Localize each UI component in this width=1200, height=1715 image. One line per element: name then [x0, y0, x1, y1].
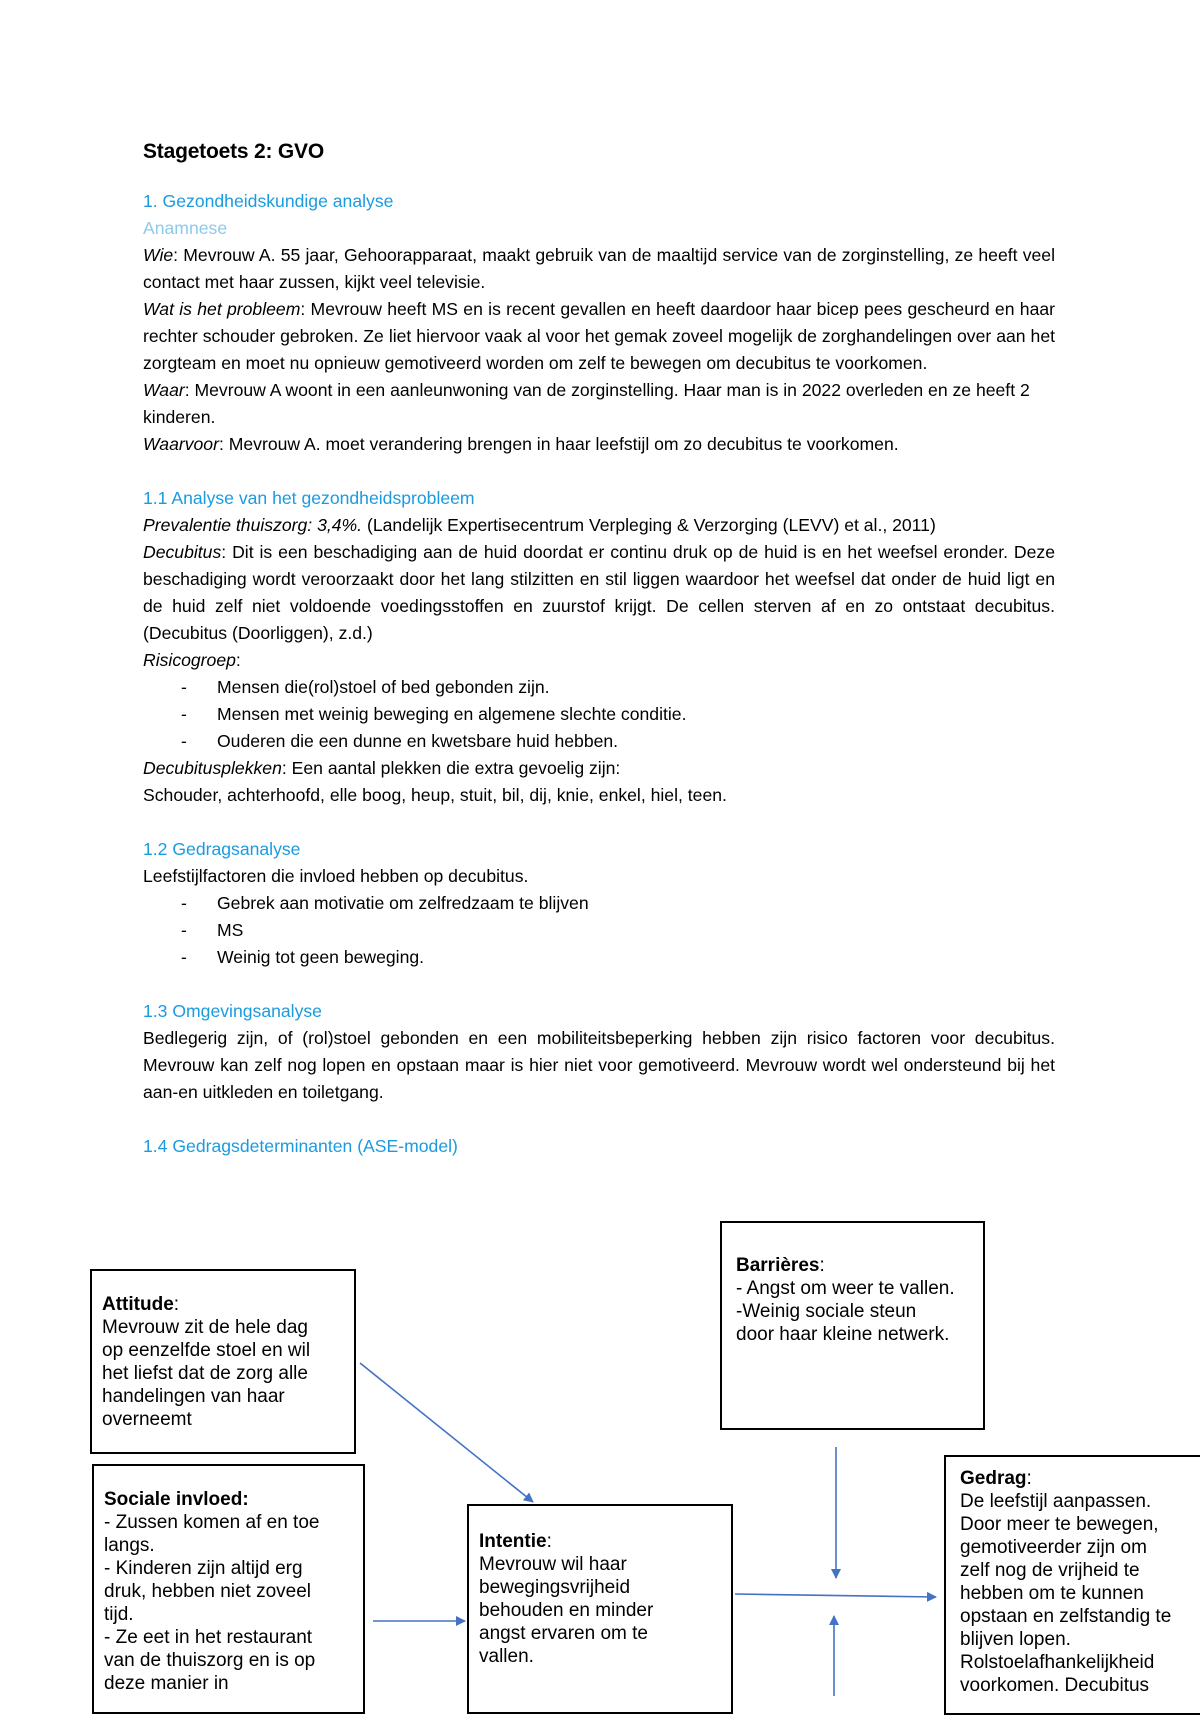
- list-item: - Mensen met weinig beweging en algemene slechte conditie.: [181, 701, 1055, 728]
- attitude-line: handelingen van haar: [102, 1386, 285, 1407]
- gedrag-line: hebben om te kunnen: [960, 1583, 1144, 1604]
- subheading-anamnese: Anamnese: [143, 218, 228, 238]
- risicogroep-colon: :: [235, 650, 241, 670]
- list-item: - MS: [181, 917, 1055, 944]
- section-heading-1-3: 1.3 Omgevingsanalyse: [143, 1001, 322, 1021]
- list-item: - Weinig tot geen beweging.: [181, 944, 1055, 971]
- sociale-line: - Kinderen zijn altijd erg: [104, 1558, 303, 1579]
- text-decubitus: : Dit is een beschadiging aan de huid doordat er continu druk op de huid is en het weefsel eronder. Deze beschadiging wordt veroorzaakt door het lang stilzitten en stil liggen waardoor het weefsel dat onder de huid ligt en de huid zelf niet voldoende voedingsstoffen en zuurstof krijgt. De cellen sterven af en zo ontstaat decubitus. (Decubitus (Doorliggen), z.d.): [143, 542, 1055, 643]
- text-wie: : Mevrouw A. 55 jaar, Gehoorapparaat, maakt gebruik van de maaltijd service van de zorginstelling, ze heeft veel contact met haar zussen, kijkt veel televisie.: [143, 245, 1055, 292]
- label-waarvoor: Waarvoor: [143, 434, 219, 454]
- label-risicogroep: Risicogroep: [143, 650, 236, 670]
- label-wat: Wat is het probleem: [143, 299, 301, 319]
- sociale-line: van de thuiszorg en is op: [104, 1650, 316, 1671]
- sociale-line: langs.: [104, 1535, 155, 1556]
- gedrag-line: Rolstoelafhankelijkheid: [960, 1652, 1155, 1673]
- gedrag-line: voorkomen. Decubitus: [960, 1675, 1150, 1696]
- barrieres-line: door haar kleine netwerk.: [736, 1324, 950, 1345]
- gedrag-title: Gedrag:: [960, 1468, 1032, 1489]
- attitude-line: op eenzelfde stoel en wil: [102, 1340, 311, 1361]
- section-heading-1-4: 1.4 Gedragsdeterminanten (ASE-model): [143, 1136, 458, 1156]
- paragraph-leefstijl: Leefstijlfactoren die invloed hebben op decubitus.: [143, 866, 529, 886]
- gedrag-line: blijven lopen.: [960, 1629, 1071, 1650]
- intentie-line: angst ervaren om te: [479, 1623, 648, 1644]
- intentie-title: Intentie:: [479, 1531, 552, 1552]
- intentie-line: vallen.: [479, 1646, 534, 1667]
- barrieres-line: -Weinig sociale steun: [736, 1301, 917, 1322]
- text-wat: : Mevrouw heeft MS en is recent gevallen en heeft daardoor haar bicep pees gescheurd en haar rechter schouder gebroken. Ze liet hiervoor vaak al voor het gemak zoveel mogelijk de zorghandelingen over aan het zorgteam en moet nu opnieuw gemotiveerd worden om zelf te bewegen om decubitus te voorkomen.: [143, 299, 1056, 373]
- attitude-line: overneemt: [102, 1409, 192, 1430]
- gedrag-line: gemotiveerder zijn om: [960, 1537, 1147, 1558]
- section-heading-1-2: 1.2 Gedragsanalyse: [143, 839, 301, 859]
- barrieres-line: - Angst om weer te vallen.: [736, 1278, 955, 1299]
- gedrag-line: Door meer te bewegen,: [960, 1514, 1159, 1535]
- page-title: Stagetoets 2: GVO: [143, 140, 324, 163]
- arrow-intentie-to-gedrag: [735, 1594, 936, 1597]
- list-item: - Gebrek aan motivatie om zelfredzaam te blijven: [181, 890, 1055, 917]
- section-heading-1-1: 1.1 Analyse van het gezondheidsprobleem: [143, 488, 475, 508]
- intentie-line: bewegingsvrijheid: [479, 1577, 631, 1598]
- attitude-line: het liefst dat de zorg alle: [102, 1363, 308, 1384]
- sociale-line: deze manier in: [104, 1673, 229, 1694]
- sociale-line: - Zussen komen af en toe: [104, 1512, 320, 1533]
- sociale-line: druk, hebben niet zoveel: [104, 1581, 312, 1602]
- text-waar: : Mevrouw A woont in een aanleunwoning van de zorginstelling. Haar man is in 2022 overleden en ze heeft 2 kinderen.: [143, 380, 1030, 427]
- section-heading-1: 1. Gezondheidskundige analyse: [143, 191, 394, 211]
- label-decubitus: Decubitus: [143, 542, 222, 562]
- label-prevalentie: Prevalentie thuiszorg: 3,4%.: [143, 515, 363, 535]
- barrieres-title: Barrières:: [736, 1255, 825, 1276]
- sociale-invloed-title: Sociale invloed:: [104, 1489, 249, 1510]
- sociale-line: tijd.: [104, 1604, 134, 1625]
- list-item: - Mensen die(rol)stoel of bed gebonden zijn.: [181, 674, 1055, 701]
- text-prevalentie: (Landelijk Expertisecentrum Verpleging & Verzorging (LEVV) et al., 2011): [362, 515, 936, 535]
- attitude-title: Attitude:: [102, 1294, 180, 1315]
- text-decubitusplekken: : Een aantal plekken die extra gevoelig zijn:: [281, 758, 621, 778]
- label-wie: Wie: [143, 245, 174, 265]
- text-waarvoor: : Mevrouw A. moet verandering brengen in haar leefstijl om zo decubitus te voorkomen.: [218, 434, 899, 454]
- list-item: - Ouderen die een dunne en kwetsbare huid hebben.: [181, 728, 1055, 755]
- arrow-attitude-to-intentie: [360, 1363, 533, 1502]
- gedrag-line: zelf nog de vrijheid te: [960, 1560, 1140, 1581]
- paragraph-plekken-list: Schouder, achterhoofd, elle boog, heup, stuit, bil, dij, knie, enkel, hiel, teen.: [143, 785, 727, 805]
- intentie-line: behouden en minder: [479, 1600, 654, 1621]
- paragraph-omgeving: Bedlegerig zijn, of (rol)stoel gebonden en een mobiliteitsbeperking hebben zijn risico factoren voor decubitus. Mevrouw kan zelf nog lopen en opstaan maar is hier niet voor gemotiveerd. Mevrouw wordt wel ondersteund bij het aan-en uitkleden en toiletgang.: [143, 1028, 1055, 1102]
- sociale-line: - Ze eet in het restaurant: [104, 1627, 313, 1648]
- intentie-line: Mevrouw wil haar: [479, 1554, 627, 1575]
- gedrag-line: opstaan en zelfstandig te: [960, 1606, 1172, 1627]
- label-waar: Waar: [143, 380, 185, 400]
- attitude-line: Mevrouw zit de hele dag: [102, 1317, 308, 1338]
- gedrag-line: De leefstijl aanpassen.: [960, 1491, 1152, 1512]
- label-decubitusplekken: Decubitusplekken: [143, 758, 282, 778]
